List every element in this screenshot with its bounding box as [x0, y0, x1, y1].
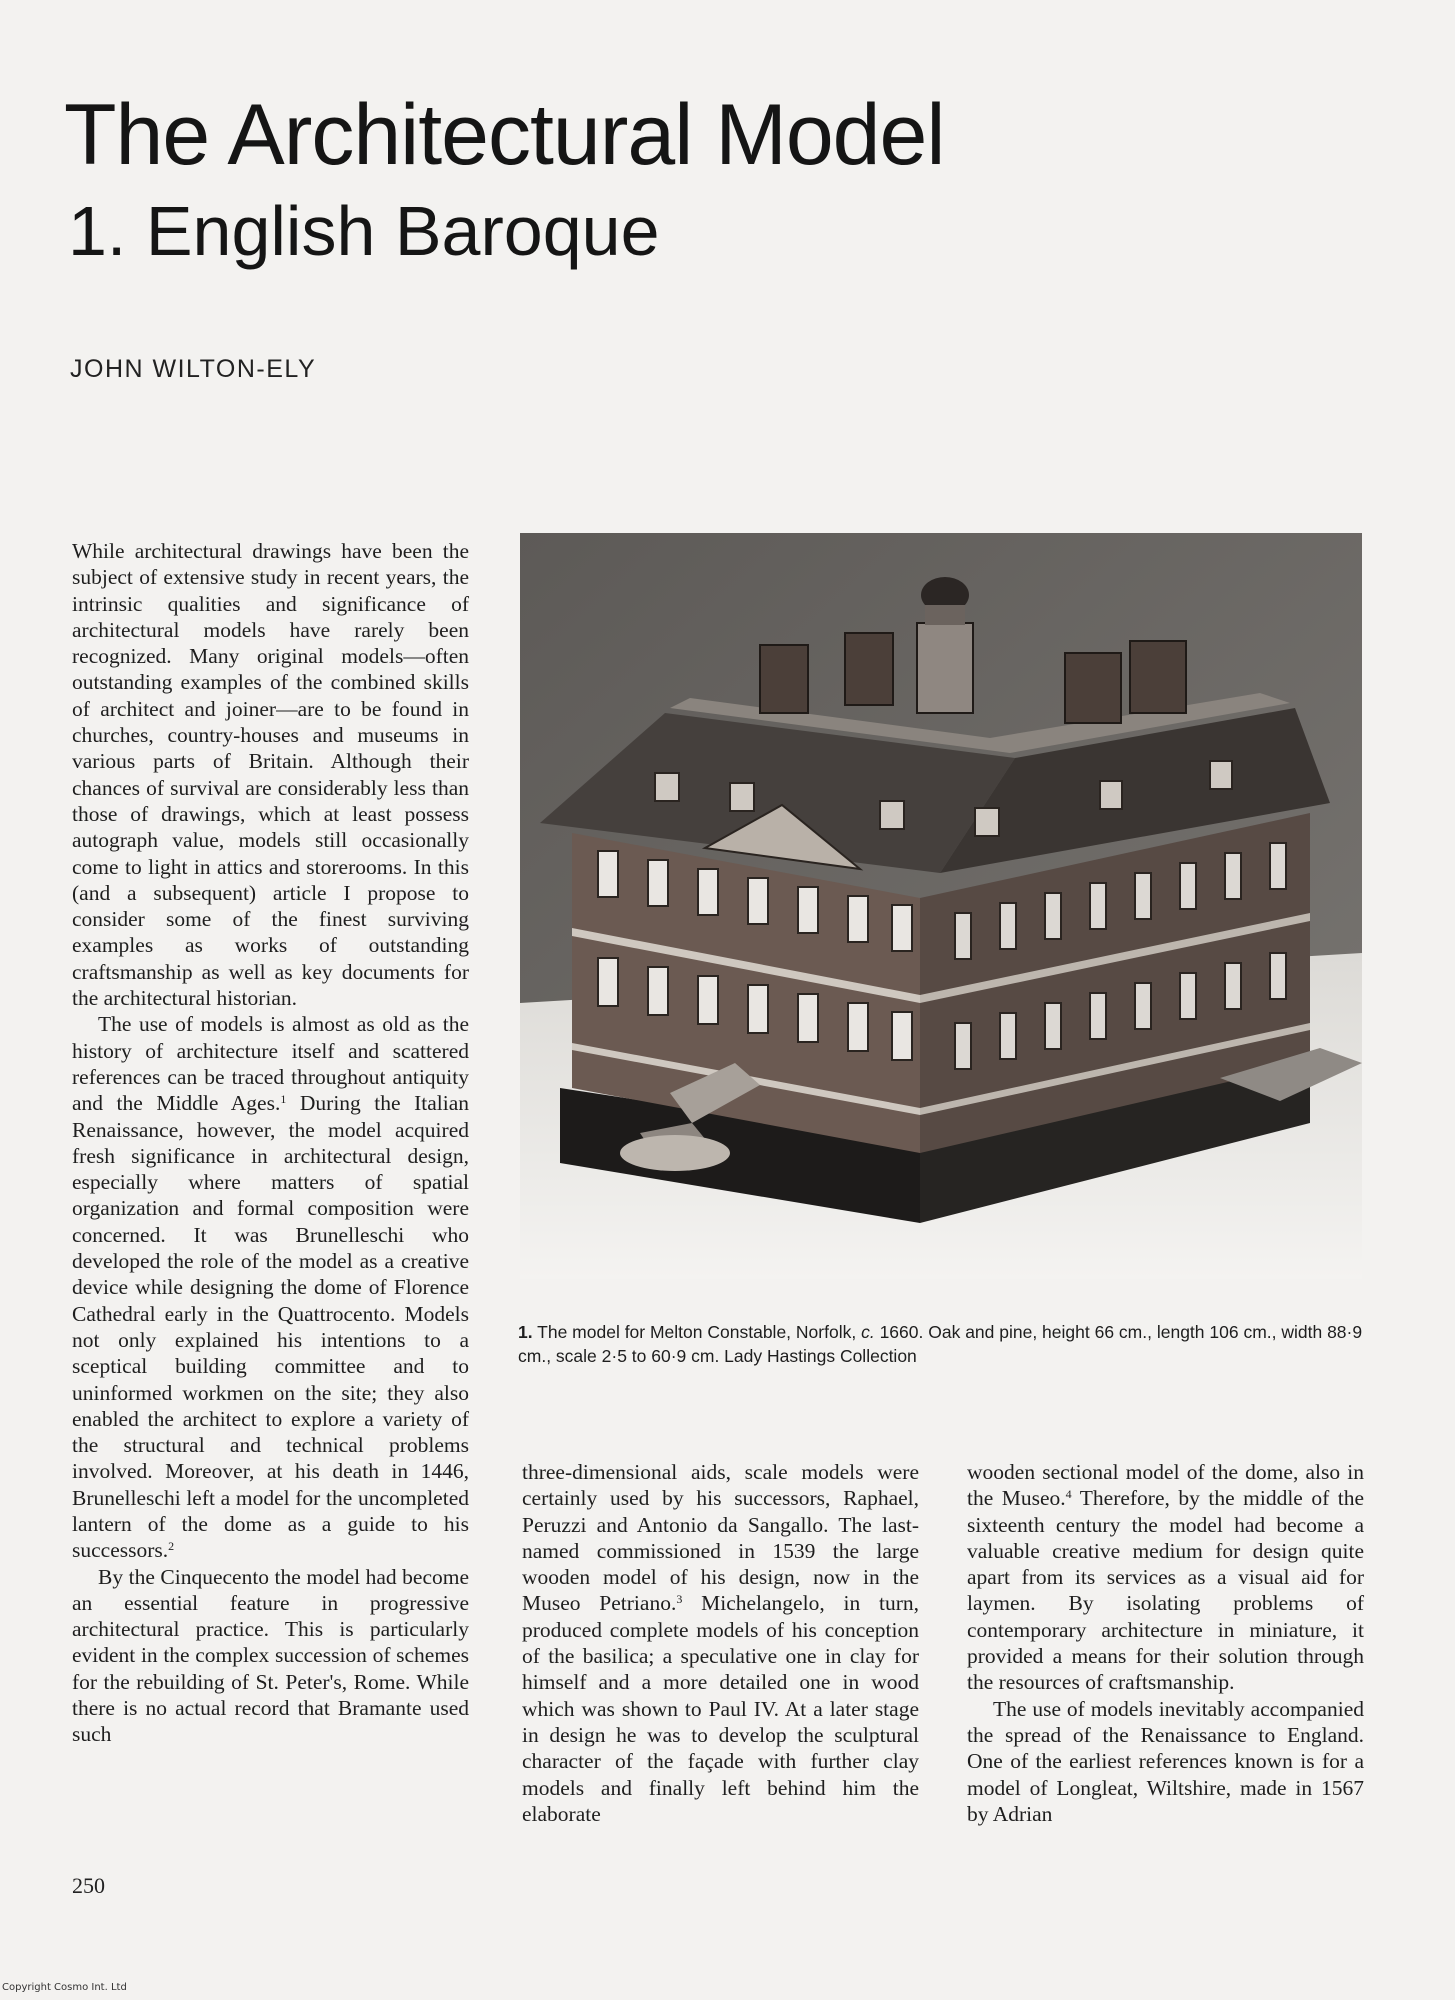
paragraph: While architectural drawings have been the subject of extensive study in recent years, the intrinsic qualities and significance of architectural models have rarely been recognized. Many original models—often outstanding examples of the combined skills of architect and joiner—are to be found in churches, country-houses and museums in various parts of Britain. Although their chances of survival are considerably less than those of drawings, which at least possess autograph value, models still occasionally come to light in attics and storerooms. In this (and a subsequent) article I propose to consider some of the finest surviving examples as works of outstanding craftsmanship as well as key documents for the architectural historian.: [72, 539, 469, 1011]
footnote-ref[interactable]: 2: [168, 1539, 175, 1554]
figure-photo-model: [520, 533, 1362, 1279]
text-column-1: [72, 538, 469, 1748]
page-number: 250: [72, 1873, 105, 1898]
article-subtitle: 1. English Baroque: [68, 192, 660, 270]
paragraph: The use of models is almost as old as the history of architecture itself and scattered references can be traced throughout antiquity and the Middle Ages.$^1$ During the Italian Renaissance, however, the model acquired fresh significance in architectural design, especially where matters of spatial organization and formal composition were concerned. It was Brunelleschi who developed the role of the model as a creative device while designing the dome of Florence Cathedral early in the Quattrocento. Models not only explained his intentions to a sceptical building committee and to uninformed workmen on the site; they also enabled the architect to explore a variety of the structural and technical problems involved. Moreover, at his death in 1446, Brunelleschi left a model for the uncompleted lantern of the dome as a guide to his successors.$^2$: [72, 1012, 470, 1563]
caption-number: 1.: [518, 1322, 533, 1342]
paragraph: wooden sectional model of the dome, also in the Museo.$^4$ Therefore, by the middle of the sixteenth century the model had become a valuable creative medium for design quite apart from its services as a visual aid for laymen. By isolating problems of contemporary architecture in miniature, it provided a means for their solution through the resources of craftsmanship.: [967, 1460, 1364, 1695]
caption-text: The model for Melton Constable, Norfolk,: [537, 1322, 857, 1342]
copyright-notice: Copyright Cosmo Int. Ltd: [2, 1982, 127, 1993]
figure-caption: [518, 1320, 1373, 1368]
caption-circa: c.: [861, 1322, 875, 1342]
paragraph: three-dimensional aids, scale models were certainly used by his successors, Raphael, Peruzzi and Antonio da Sangallo. The last-named commissioned in 1539 the large wooden model of his design, now in the Museo Petriano.$^3$ Michelangelo, in turn, produced complete models of his conception of the basilica; a speculative one in clay for himself and a more detailed one in wood which was shown to Paul IV. At a later stage in design he was to develop the sculptural character of the façade with further clay models and finally left behind him the elaborate: [522, 1460, 919, 1826]
text-column-2: [522, 1459, 919, 1827]
caption-text-continued: 1660. Oak and pine, height 66 cm., length 106 cm., width 88·9 cm., scale 2·5 to 60·9 cm. Lady Hastings Collection: [518, 1322, 1363, 1366]
paragraph: The use of models inevitably accompanied the spread of the Renaissance to England. One of the earliest references known is for a model of Longleat, Wiltshire, made in 1567 by Adrian: [967, 1696, 1364, 1826]
text-column-3: [967, 1459, 1364, 1827]
paragraph: By the Cinquecento the model had become an essential feature in progressive architectural practice. This is particularly evident in the complex succession of schemes for the rebuilding of St. Peter's, Rome. While there is no actual record that Bramante used such: [72, 1564, 469, 1747]
article-title: The Architectural Model: [64, 87, 945, 183]
author-byline: JOHN WILTON-ELY: [70, 355, 317, 383]
footnote-ref[interactable]: 3: [676, 1592, 683, 1607]
footnote-ref[interactable]: 4: [1065, 1487, 1072, 1502]
footnote-ref[interactable]: 1: [280, 1092, 287, 1107]
house-model-illustration: [520, 533, 1362, 1279]
